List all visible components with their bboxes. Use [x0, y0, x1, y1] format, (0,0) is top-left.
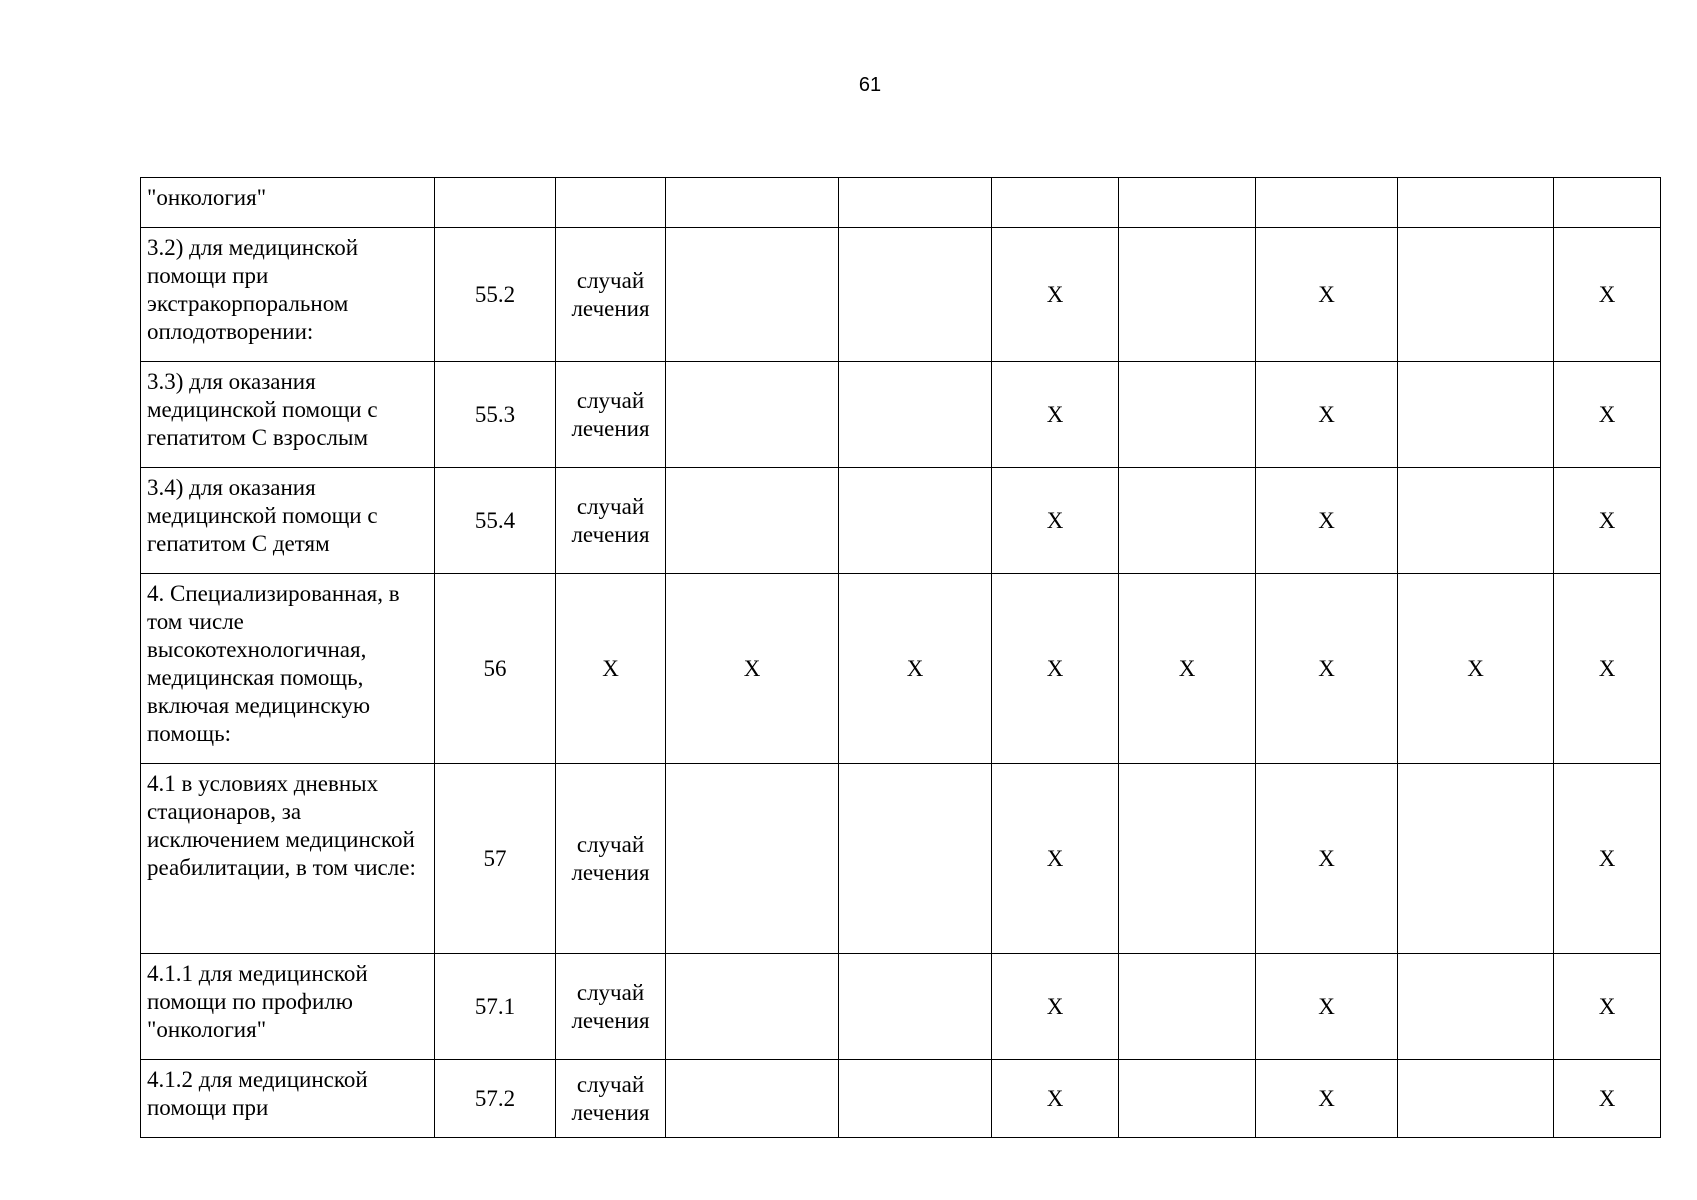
row-code-cell: 56 — [435, 574, 556, 764]
col-6-cell: X — [992, 362, 1119, 468]
col-7-cell — [1119, 1060, 1256, 1138]
col-8-cell: X — [1256, 228, 1398, 362]
col-8-cell: X — [1256, 764, 1398, 954]
data-table — [140, 177, 1661, 1138]
col-7-cell — [1119, 178, 1256, 228]
page-number: 61 — [858, 74, 882, 96]
col-6-cell — [992, 178, 1119, 228]
row-unit-cell: случай лечения — [556, 1060, 666, 1138]
col-8-cell — [1256, 178, 1398, 228]
table-row — [141, 178, 1661, 228]
table-row — [141, 574, 1661, 764]
col-9-cell — [1398, 764, 1554, 954]
row-code-cell: 57 — [435, 764, 556, 954]
row-name-cell: 4. Специализированная, в том числе высокотехнологичная, медицинская помощь, включая медицинскую помощь: — [141, 574, 435, 764]
col-9-cell — [1398, 178, 1554, 228]
col-4-cell — [666, 362, 839, 468]
row-code-cell: 55.2 — [435, 228, 556, 362]
col-8-cell: X — [1256, 954, 1398, 1060]
row-code-cell — [435, 178, 556, 228]
col-5-cell — [839, 468, 992, 574]
row-code-cell: 55.4 — [435, 468, 556, 574]
col-7-cell — [1119, 764, 1256, 954]
col-5-cell — [839, 178, 992, 228]
col-7-cell: X — [1119, 574, 1256, 764]
col-4-cell: X — [666, 574, 839, 764]
col-10-cell: X — [1554, 574, 1661, 764]
col-7-cell — [1119, 228, 1256, 362]
col-4-cell — [666, 1060, 839, 1138]
col-4-cell — [666, 468, 839, 574]
col-9-cell — [1398, 228, 1554, 362]
row-unit-cell: случай лечения — [556, 228, 666, 362]
row-unit-cell: случай лечения — [556, 764, 666, 954]
row-name-cell: 3.2) для медицинской помощи при экстракорпоральном оплодотворении: — [141, 228, 435, 362]
col-10-cell: X — [1554, 1060, 1661, 1138]
col-6-cell: X — [992, 1060, 1119, 1138]
col-6-cell: X — [992, 954, 1119, 1060]
col-6-cell: X — [992, 228, 1119, 362]
table-row — [141, 468, 1661, 574]
col-10-cell — [1554, 178, 1661, 228]
col-5-cell — [839, 1060, 992, 1138]
col-10-cell: X — [1554, 764, 1661, 954]
col-5-cell: X — [839, 574, 992, 764]
row-unit-cell: X — [556, 574, 666, 764]
col-8-cell: X — [1256, 362, 1398, 468]
col-6-cell: X — [992, 468, 1119, 574]
col-7-cell — [1119, 468, 1256, 574]
col-10-cell: X — [1554, 362, 1661, 468]
col-5-cell — [839, 764, 992, 954]
col-4-cell — [666, 178, 839, 228]
col-9-cell — [1398, 362, 1554, 468]
col-5-cell — [839, 954, 992, 1060]
row-unit-cell: случай лечения — [556, 468, 666, 574]
col-4-cell — [666, 228, 839, 362]
row-name-cell: 3.3) для оказания медицинской помощи с гепатитом С взрослым — [141, 362, 435, 468]
col-6-cell: X — [992, 764, 1119, 954]
row-code-cell: 57.2 — [435, 1060, 556, 1138]
table-row — [141, 764, 1661, 954]
col-10-cell: X — [1554, 954, 1661, 1060]
row-name-cell: "онкология" — [141, 178, 435, 228]
row-unit-cell — [556, 178, 666, 228]
col-10-cell: X — [1554, 468, 1661, 574]
row-unit-cell: случай лечения — [556, 954, 666, 1060]
col-7-cell — [1119, 954, 1256, 1060]
row-name-cell: 3.4) для оказания медицинской помощи с гепатитом С детям — [141, 468, 435, 574]
col-8-cell: X — [1256, 468, 1398, 574]
col-10-cell: X — [1554, 228, 1661, 362]
row-code-cell: 55.3 — [435, 362, 556, 468]
col-4-cell — [666, 954, 839, 1060]
table-row — [141, 1060, 1661, 1138]
row-name-cell: 4.1 в условиях дневных стационаров, за исключением медицинской реабилитации, в том числе: — [141, 764, 435, 954]
col-9-cell: X — [1398, 574, 1554, 764]
col-5-cell — [839, 362, 992, 468]
row-unit-cell: случай лечения — [556, 362, 666, 468]
row-code-cell: 57.1 — [435, 954, 556, 1060]
col-5-cell — [839, 228, 992, 362]
table-row — [141, 362, 1661, 468]
col-8-cell: X — [1256, 574, 1398, 764]
row-name-cell: 4.1.1 для медицинской помощи по профилю "онкология" — [141, 954, 435, 1060]
col-7-cell — [1119, 362, 1256, 468]
col-6-cell: X — [992, 574, 1119, 764]
row-name-cell: 4.1.2 для медицинской помощи при — [141, 1060, 435, 1138]
col-4-cell — [666, 764, 839, 954]
col-8-cell: X — [1256, 1060, 1398, 1138]
col-9-cell — [1398, 468, 1554, 574]
table-row — [141, 954, 1661, 1060]
col-9-cell — [1398, 1060, 1554, 1138]
table-row — [141, 228, 1661, 362]
col-9-cell — [1398, 954, 1554, 1060]
